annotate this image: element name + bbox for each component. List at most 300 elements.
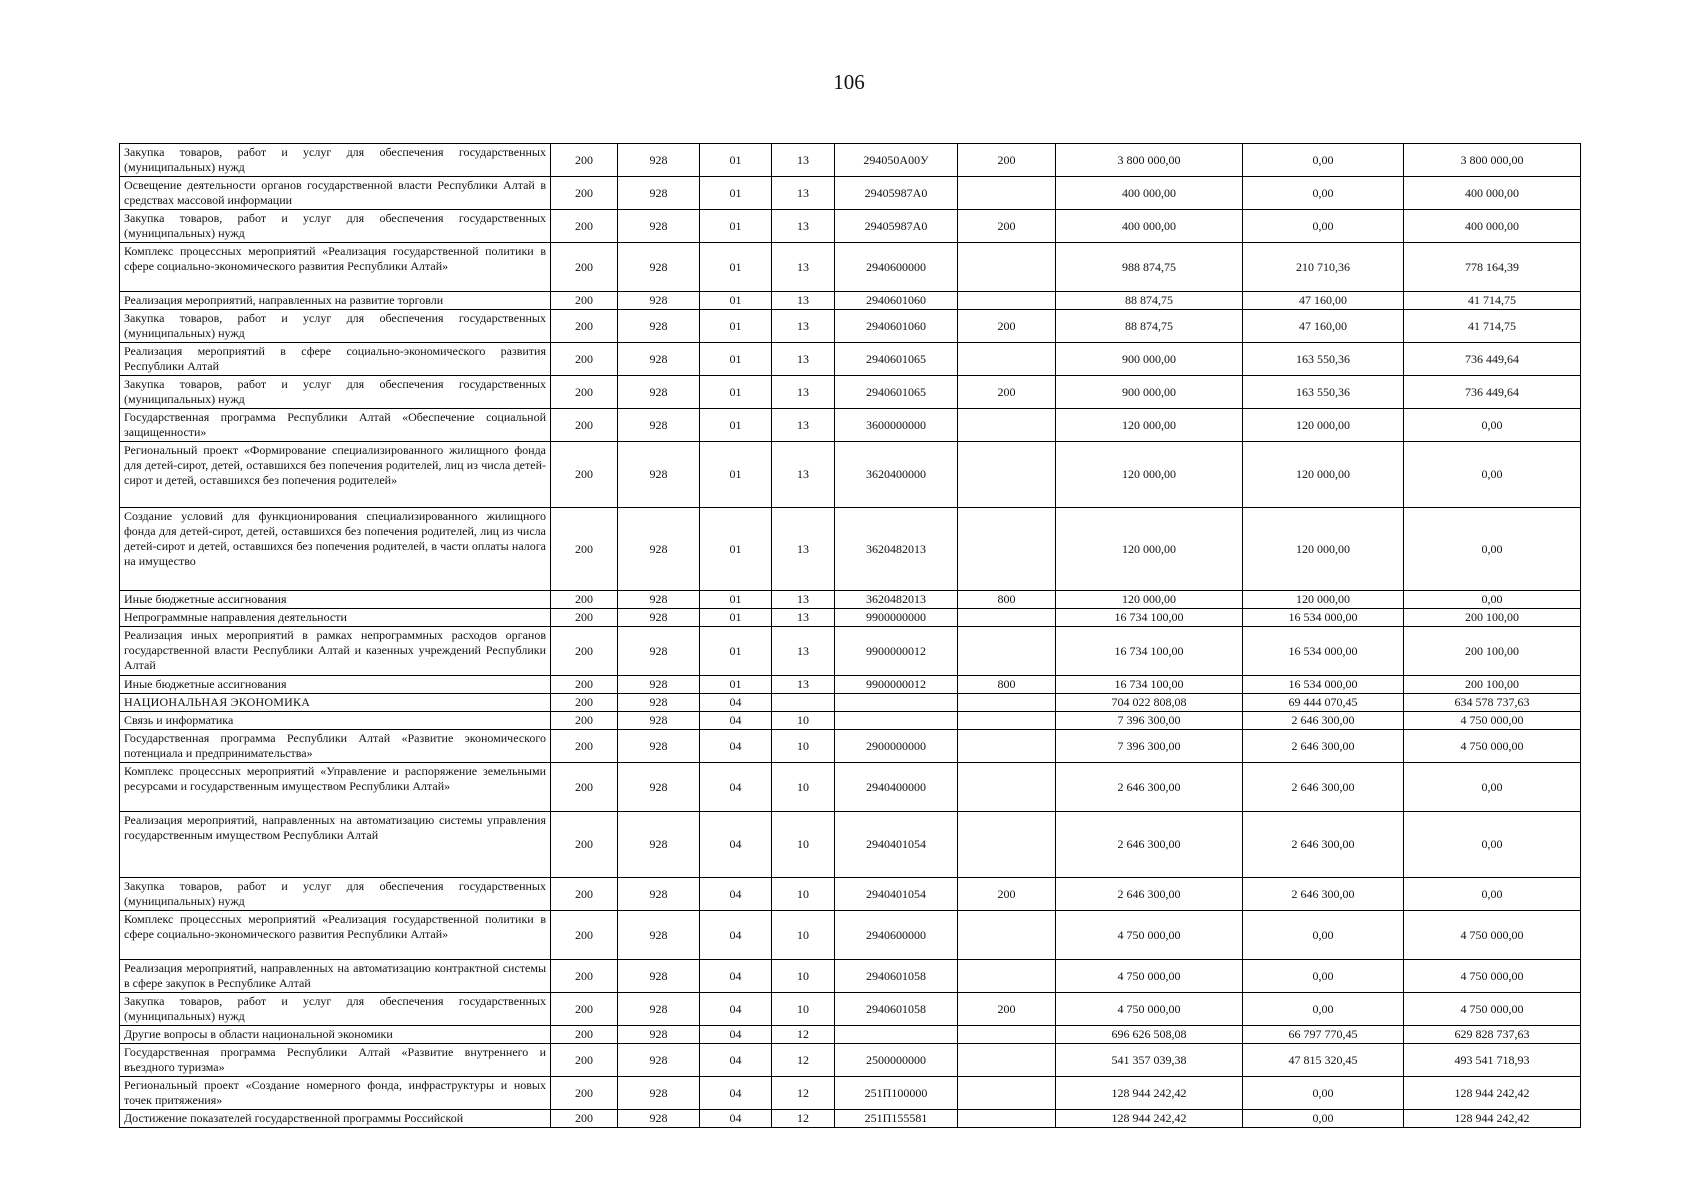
row-name-cell: Государственная программа Республики Алтай «Развитие внутреннего и въездного туризма»: [120, 1044, 551, 1077]
row-value-3-cell: 778 164,39: [1404, 243, 1581, 292]
row-value-3-cell: 0,00: [1404, 763, 1581, 812]
row-subsection-cell: 10: [772, 960, 835, 993]
row-expense-type-cell: [958, 694, 1056, 712]
row-target-code-cell: 2940401054: [835, 812, 958, 878]
row-expense-type-cell: [958, 763, 1056, 812]
row-value-1-cell: 704 022 808,08: [1056, 694, 1243, 712]
table-row: [120, 1026, 1581, 1044]
row-subsection-cell: 12: [772, 1077, 835, 1110]
row-cell-1: 200: [551, 812, 618, 878]
row-value-3-cell: 4 750 000,00: [1404, 911, 1581, 960]
row-value-1-cell: 16 734 100,00: [1056, 627, 1243, 676]
row-value-2-cell: 0,00: [1243, 993, 1404, 1026]
row-cell-2: 928: [618, 243, 700, 292]
row-section-cell: 01: [700, 144, 772, 177]
table-row: [120, 508, 1581, 591]
row-cell-1: 200: [551, 243, 618, 292]
row-value-2-cell: 16 534 000,00: [1243, 627, 1404, 676]
row-subsection-cell: 13: [772, 676, 835, 694]
row-value-3-cell: 128 944 242,42: [1404, 1110, 1581, 1128]
table-row: [120, 177, 1581, 210]
row-target-code-cell: 2940601065: [835, 376, 958, 409]
row-cell-1: 200: [551, 1026, 618, 1044]
row-value-1-cell: 2 646 300,00: [1056, 878, 1243, 911]
row-subsection-cell: [772, 694, 835, 712]
row-section-cell: 01: [700, 292, 772, 310]
row-name-cell: Закупка товаров, работ и услуг для обеспечения государственных (муниципальных) нужд: [120, 144, 551, 177]
row-section-cell: 01: [700, 627, 772, 676]
row-subsection-cell: 13: [772, 591, 835, 609]
row-subsection-cell: 10: [772, 911, 835, 960]
row-expense-type-cell: [958, 609, 1056, 627]
row-cell-1: 200: [551, 1077, 618, 1110]
row-value-3-cell: 736 449,64: [1404, 343, 1581, 376]
row-cell-2: 928: [618, 609, 700, 627]
row-name-cell: Реализация мероприятий, направленных на автоматизацию контрактной системы в сфере закупок в Республике Алтай: [120, 960, 551, 993]
row-value-1-cell: 16 734 100,00: [1056, 609, 1243, 627]
row-target-code-cell: 2500000000: [835, 1044, 958, 1077]
row-subsection-cell: 13: [772, 310, 835, 343]
row-section-cell: 01: [700, 210, 772, 243]
row-target-code-cell: 2940601060: [835, 292, 958, 310]
row-value-2-cell: 0,00: [1243, 1110, 1404, 1128]
table-row: [120, 676, 1581, 694]
row-target-code-cell: 2940400000: [835, 763, 958, 812]
row-cell-2: 928: [618, 1026, 700, 1044]
row-expense-type-cell: [958, 730, 1056, 763]
row-cell-2: 928: [618, 1077, 700, 1110]
row-cell-1: 200: [551, 144, 618, 177]
row-cell-2: 928: [618, 878, 700, 911]
row-cell-1: 200: [551, 1110, 618, 1128]
page-number: 106: [833, 70, 865, 94]
row-value-3-cell: 200 100,00: [1404, 609, 1581, 627]
row-subsection-cell: 13: [772, 210, 835, 243]
table-row: [120, 442, 1581, 508]
row-subsection-cell: 13: [772, 409, 835, 442]
row-name-cell: Закупка товаров, работ и услуг для обеспечения государственных (муниципальных) нужд: [120, 376, 551, 409]
row-cell-1: 200: [551, 694, 618, 712]
row-name-cell: Закупка товаров, работ и услуг для обеспечения государственных (муниципальных) нужд: [120, 878, 551, 911]
row-value-2-cell: 120 000,00: [1243, 508, 1404, 591]
row-subsection-cell: 10: [772, 812, 835, 878]
row-value-1-cell: 4 750 000,00: [1056, 993, 1243, 1026]
row-value-2-cell: 0,00: [1243, 210, 1404, 243]
row-name-cell: Государственная программа Республики Алтай «Развитие экономического потенциала и предпринимательства»: [120, 730, 551, 763]
row-cell-1: 200: [551, 1044, 618, 1077]
row-cell-2: 928: [618, 712, 700, 730]
table-row: [120, 993, 1581, 1026]
table-row: [120, 694, 1581, 712]
row-cell-1: 200: [551, 292, 618, 310]
row-section-cell: 04: [700, 763, 772, 812]
row-value-2-cell: 210 710,36: [1243, 243, 1404, 292]
row-section-cell: 01: [700, 343, 772, 376]
row-value-1-cell: 120 000,00: [1056, 409, 1243, 442]
row-expense-type-cell: [958, 508, 1056, 591]
row-section-cell: 04: [700, 730, 772, 763]
row-value-2-cell: 47 815 320,45: [1243, 1044, 1404, 1077]
row-section-cell: 01: [700, 177, 772, 210]
row-name-cell: Связь и информатика: [120, 712, 551, 730]
row-cell-1: 200: [551, 310, 618, 343]
row-value-3-cell: 0,00: [1404, 508, 1581, 591]
row-target-code-cell: 294050А00У: [835, 144, 958, 177]
row-name-cell: Комплекс процессных мероприятий «Реализация государственной политики в сфере социально-экономического развития Республики Алтай»: [120, 243, 551, 292]
row-expense-type-cell: [958, 177, 1056, 210]
row-section-cell: 01: [700, 409, 772, 442]
row-value-1-cell: 7 396 300,00: [1056, 712, 1243, 730]
row-section-cell: 01: [700, 243, 772, 292]
budget-table: [119, 143, 1581, 1128]
row-expense-type-cell: 800: [958, 591, 1056, 609]
row-expense-type-cell: [958, 960, 1056, 993]
row-name-cell: Иные бюджетные ассигнования: [120, 591, 551, 609]
table-row: [120, 712, 1581, 730]
row-value-1-cell: 7 396 300,00: [1056, 730, 1243, 763]
row-value-1-cell: 900 000,00: [1056, 343, 1243, 376]
row-subsection-cell: 13: [772, 177, 835, 210]
row-value-3-cell: 4 750 000,00: [1404, 712, 1581, 730]
row-target-code-cell: [835, 712, 958, 730]
row-name-cell: НАЦИОНАЛЬНАЯ ЭКОНОМИКА: [120, 694, 551, 712]
row-cell-2: 928: [618, 292, 700, 310]
row-section-cell: 04: [700, 812, 772, 878]
row-cell-2: 928: [618, 960, 700, 993]
row-value-3-cell: 634 578 737,63: [1404, 694, 1581, 712]
row-section-cell: 04: [700, 878, 772, 911]
row-cell-1: 200: [551, 730, 618, 763]
row-cell-1: 200: [551, 627, 618, 676]
row-expense-type-cell: 800: [958, 676, 1056, 694]
row-value-1-cell: 541 357 039,38: [1056, 1044, 1243, 1077]
row-section-cell: 04: [700, 993, 772, 1026]
row-cell-1: 200: [551, 508, 618, 591]
row-section-cell: 01: [700, 442, 772, 508]
row-section-cell: 04: [700, 911, 772, 960]
row-target-code-cell: 29405987А0: [835, 177, 958, 210]
table-row: [120, 376, 1581, 409]
row-target-code-cell: 2940601058: [835, 960, 958, 993]
row-expense-type-cell: 200: [958, 878, 1056, 911]
row-target-code-cell: [835, 1026, 958, 1044]
row-cell-1: 200: [551, 177, 618, 210]
row-cell-2: 928: [618, 409, 700, 442]
row-expense-type-cell: 200: [958, 993, 1056, 1026]
row-section-cell: 04: [700, 1110, 772, 1128]
row-value-2-cell: 66 797 770,45: [1243, 1026, 1404, 1044]
row-expense-type-cell: [958, 812, 1056, 878]
row-value-2-cell: 2 646 300,00: [1243, 730, 1404, 763]
row-expense-type-cell: [958, 911, 1056, 960]
row-name-cell: Реализация мероприятий в сфере социально-экономического развития Республики Алтай: [120, 343, 551, 376]
row-name-cell: Освещение деятельности органов государственной власти Республики Алтай в средствах массовой информации: [120, 177, 551, 210]
row-value-2-cell: 163 550,36: [1243, 376, 1404, 409]
row-target-code-cell: 9900000012: [835, 676, 958, 694]
row-value-1-cell: 2 646 300,00: [1056, 812, 1243, 878]
table-row: [120, 878, 1581, 911]
row-value-1-cell: 988 874,75: [1056, 243, 1243, 292]
row-name-cell: Комплекс процессных мероприятий «Реализация государственной политики в сфере социально-экономического развития Республики Алтай»: [120, 911, 551, 960]
table-row: [120, 210, 1581, 243]
row-target-code-cell: 3620400000: [835, 442, 958, 508]
row-section-cell: 04: [700, 1044, 772, 1077]
row-target-code-cell: 251П155581: [835, 1110, 958, 1128]
row-subsection-cell: 13: [772, 144, 835, 177]
row-cell-1: 200: [551, 591, 618, 609]
row-target-code-cell: 251П100000: [835, 1077, 958, 1110]
row-value-2-cell: 2 646 300,00: [1243, 712, 1404, 730]
row-cell-2: 928: [618, 993, 700, 1026]
row-section-cell: 01: [700, 676, 772, 694]
row-expense-type-cell: [958, 712, 1056, 730]
row-subsection-cell: 10: [772, 730, 835, 763]
table-row: [120, 763, 1581, 812]
row-cell-2: 928: [618, 376, 700, 409]
row-cell-1: 200: [551, 676, 618, 694]
row-value-3-cell: 4 750 000,00: [1404, 993, 1581, 1026]
row-section-cell: 01: [700, 376, 772, 409]
row-target-code-cell: [835, 694, 958, 712]
row-value-2-cell: 0,00: [1243, 960, 1404, 993]
row-section-cell: 01: [700, 310, 772, 343]
row-value-1-cell: 3 800 000,00: [1056, 144, 1243, 177]
row-subsection-cell: 12: [772, 1110, 835, 1128]
row-name-cell: Реализация иных мероприятий в рамках непрограммных расходов органов государственной власти Республики Алтай и казенных учреждений Республики Алтай: [120, 627, 551, 676]
table-row: [120, 409, 1581, 442]
row-target-code-cell: 9900000000: [835, 609, 958, 627]
row-value-3-cell: 0,00: [1404, 812, 1581, 878]
row-value-2-cell: 16 534 000,00: [1243, 609, 1404, 627]
row-value-1-cell: 400 000,00: [1056, 210, 1243, 243]
row-value-3-cell: 493 541 718,93: [1404, 1044, 1581, 1077]
row-name-cell: Иные бюджетные ассигнования: [120, 676, 551, 694]
row-value-1-cell: 88 874,75: [1056, 310, 1243, 343]
row-subsection-cell: 13: [772, 243, 835, 292]
row-subsection-cell: 13: [772, 343, 835, 376]
row-cell-1: 200: [551, 609, 618, 627]
row-name-cell: Комплекс процессных мероприятий «Управление и распоряжение земельными ресурсами и государственным имуществом Республики Алтай»: [120, 763, 551, 812]
row-name-cell: Закупка товаров, работ и услуг для обеспечения государственных (муниципальных) нужд: [120, 310, 551, 343]
row-expense-type-cell: [958, 243, 1056, 292]
row-cell-1: 200: [551, 763, 618, 812]
row-value-1-cell: 4 750 000,00: [1056, 960, 1243, 993]
row-value-2-cell: 69 444 070,45: [1243, 694, 1404, 712]
table-row: [120, 292, 1581, 310]
row-cell-1: 200: [551, 960, 618, 993]
row-cell-2: 928: [618, 144, 700, 177]
row-cell-1: 200: [551, 210, 618, 243]
row-value-3-cell: 200 100,00: [1404, 676, 1581, 694]
row-cell-2: 928: [618, 627, 700, 676]
table-row: [120, 1077, 1581, 1110]
row-expense-type-cell: 200: [958, 310, 1056, 343]
row-value-1-cell: 128 944 242,42: [1056, 1077, 1243, 1110]
row-value-3-cell: 629 828 737,63: [1404, 1026, 1581, 1044]
row-value-3-cell: 0,00: [1404, 409, 1581, 442]
row-value-2-cell: 16 534 000,00: [1243, 676, 1404, 694]
row-value-2-cell: 2 646 300,00: [1243, 763, 1404, 812]
row-name-cell: Закупка товаров, работ и услуг для обеспечения государственных (муниципальных) нужд: [120, 993, 551, 1026]
row-value-1-cell: 16 734 100,00: [1056, 676, 1243, 694]
row-subsection-cell: 10: [772, 878, 835, 911]
row-target-code-cell: 2900000000: [835, 730, 958, 763]
table-row: [120, 911, 1581, 960]
table-row: [120, 730, 1581, 763]
row-name-cell: Достижение показателей государственной программы Российской: [120, 1110, 551, 1128]
row-value-1-cell: 696 626 508,08: [1056, 1026, 1243, 1044]
row-value-2-cell: 47 160,00: [1243, 310, 1404, 343]
row-cell-2: 928: [618, 177, 700, 210]
row-value-1-cell: 4 750 000,00: [1056, 911, 1243, 960]
row-target-code-cell: 2940600000: [835, 911, 958, 960]
row-cell-1: 200: [551, 878, 618, 911]
row-value-2-cell: 0,00: [1243, 177, 1404, 210]
row-subsection-cell: 13: [772, 292, 835, 310]
row-expense-type-cell: [958, 1026, 1056, 1044]
row-target-code-cell: 2940601065: [835, 343, 958, 376]
row-name-cell: Реализация мероприятий, направленных на развитие торговли: [120, 292, 551, 310]
row-target-code-cell: 3620482013: [835, 508, 958, 591]
row-cell-2: 928: [618, 1110, 700, 1128]
row-subsection-cell: 10: [772, 763, 835, 812]
table-row: [120, 343, 1581, 376]
row-value-2-cell: 2 646 300,00: [1243, 812, 1404, 878]
row-cell-1: 200: [551, 376, 618, 409]
row-expense-type-cell: [958, 1077, 1056, 1110]
row-value-1-cell: 128 944 242,42: [1056, 1110, 1243, 1128]
row-value-3-cell: 4 750 000,00: [1404, 730, 1581, 763]
row-value-1-cell: 2 646 300,00: [1056, 763, 1243, 812]
row-cell-2: 928: [618, 508, 700, 591]
row-expense-type-cell: [958, 442, 1056, 508]
row-cell-2: 928: [618, 730, 700, 763]
row-subsection-cell: 10: [772, 993, 835, 1026]
row-value-3-cell: 0,00: [1404, 878, 1581, 911]
row-section-cell: 01: [700, 508, 772, 591]
row-subsection-cell: 10: [772, 712, 835, 730]
table-body: [120, 144, 1581, 1128]
row-expense-type-cell: 200: [958, 210, 1056, 243]
row-section-cell: 04: [700, 960, 772, 993]
row-cell-1: 200: [551, 442, 618, 508]
row-cell-2: 928: [618, 911, 700, 960]
row-subsection-cell: 12: [772, 1044, 835, 1077]
row-value-2-cell: 0,00: [1243, 1077, 1404, 1110]
row-value-2-cell: 0,00: [1243, 911, 1404, 960]
row-expense-type-cell: [958, 343, 1056, 376]
row-cell-2: 928: [618, 442, 700, 508]
row-section-cell: 04: [700, 694, 772, 712]
row-value-2-cell: 120 000,00: [1243, 442, 1404, 508]
row-cell-2: 928: [618, 210, 700, 243]
row-value-1-cell: 120 000,00: [1056, 442, 1243, 508]
row-value-1-cell: 400 000,00: [1056, 177, 1243, 210]
row-value-3-cell: 4 750 000,00: [1404, 960, 1581, 993]
row-value-1-cell: 120 000,00: [1056, 591, 1243, 609]
table-row: [120, 609, 1581, 627]
row-target-code-cell: 29405987А0: [835, 210, 958, 243]
row-value-2-cell: 47 160,00: [1243, 292, 1404, 310]
row-value-2-cell: 2 646 300,00: [1243, 878, 1404, 911]
row-value-3-cell: 3 800 000,00: [1404, 144, 1581, 177]
row-subsection-cell: 13: [772, 376, 835, 409]
row-value-3-cell: 400 000,00: [1404, 210, 1581, 243]
row-name-cell: Закупка товаров, работ и услуг для обеспечения государственных (муниципальных) нужд: [120, 210, 551, 243]
row-cell-1: 200: [551, 712, 618, 730]
row-section-cell: 04: [700, 712, 772, 730]
row-value-3-cell: 0,00: [1404, 442, 1581, 508]
row-cell-1: 200: [551, 911, 618, 960]
row-value-1-cell: 900 000,00: [1056, 376, 1243, 409]
row-cell-2: 928: [618, 812, 700, 878]
row-name-cell: Непрограммные направления деятельности: [120, 609, 551, 627]
row-name-cell: Другие вопросы в области национальной экономики: [120, 1026, 551, 1044]
row-cell-1: 200: [551, 993, 618, 1026]
table-row: [120, 960, 1581, 993]
table-row: [120, 591, 1581, 609]
row-subsection-cell: 13: [772, 442, 835, 508]
row-value-3-cell: 736 449,64: [1404, 376, 1581, 409]
row-subsection-cell: 13: [772, 609, 835, 627]
row-expense-type-cell: [958, 292, 1056, 310]
row-value-3-cell: 400 000,00: [1404, 177, 1581, 210]
row-cell-2: 928: [618, 763, 700, 812]
row-value-2-cell: 163 550,36: [1243, 343, 1404, 376]
row-target-code-cell: 2940600000: [835, 243, 958, 292]
row-expense-type-cell: 200: [958, 376, 1056, 409]
row-cell-2: 928: [618, 1044, 700, 1077]
row-subsection-cell: 13: [772, 508, 835, 591]
table-row: [120, 243, 1581, 292]
row-name-cell: Реализация мероприятий, направленных на автоматизацию системы управления государственным имуществом Республики Алтай: [120, 812, 551, 878]
row-name-cell: Региональный проект «Создание номерного фонда, инфраструктуры и новых точек притяжения»: [120, 1077, 551, 1110]
row-subsection-cell: 13: [772, 627, 835, 676]
row-value-2-cell: 120 000,00: [1243, 409, 1404, 442]
table-row: [120, 144, 1581, 177]
table-row: [120, 310, 1581, 343]
row-target-code-cell: 3600000000: [835, 409, 958, 442]
row-value-2-cell: 120 000,00: [1243, 591, 1404, 609]
row-value-3-cell: 0,00: [1404, 591, 1581, 609]
row-target-code-cell: 2940401054: [835, 878, 958, 911]
row-cell-2: 928: [618, 694, 700, 712]
row-subsection-cell: 12: [772, 1026, 835, 1044]
row-value-1-cell: 120 000,00: [1056, 508, 1243, 591]
row-cell-2: 928: [618, 676, 700, 694]
row-target-code-cell: 9900000012: [835, 627, 958, 676]
row-target-code-cell: 3620482013: [835, 591, 958, 609]
row-cell-2: 928: [618, 310, 700, 343]
row-section-cell: 04: [700, 1026, 772, 1044]
row-expense-type-cell: [958, 1044, 1056, 1077]
table-row: [120, 627, 1581, 676]
row-cell-2: 928: [618, 591, 700, 609]
row-name-cell: Региональный проект «Формирование специализированного жилищного фонда для детей-сирот, детей, оставшихся без попечения родителей, лиц из числа детей-сирот и детей, оставшихся без попечения родителей»: [120, 442, 551, 508]
row-value-3-cell: 128 944 242,42: [1404, 1077, 1581, 1110]
row-target-code-cell: 2940601060: [835, 310, 958, 343]
table-row: [120, 1044, 1581, 1077]
row-section-cell: 01: [700, 609, 772, 627]
row-expense-type-cell: 200: [958, 144, 1056, 177]
row-value-3-cell: 41 714,75: [1404, 310, 1581, 343]
row-name-cell: Государственная программа Республики Алтай «Обеспечение социальной защищенности»: [120, 409, 551, 442]
row-section-cell: 04: [700, 1077, 772, 1110]
row-cell-1: 200: [551, 409, 618, 442]
row-target-code-cell: 2940601058: [835, 993, 958, 1026]
row-expense-type-cell: [958, 1110, 1056, 1128]
row-value-1-cell: 88 874,75: [1056, 292, 1243, 310]
